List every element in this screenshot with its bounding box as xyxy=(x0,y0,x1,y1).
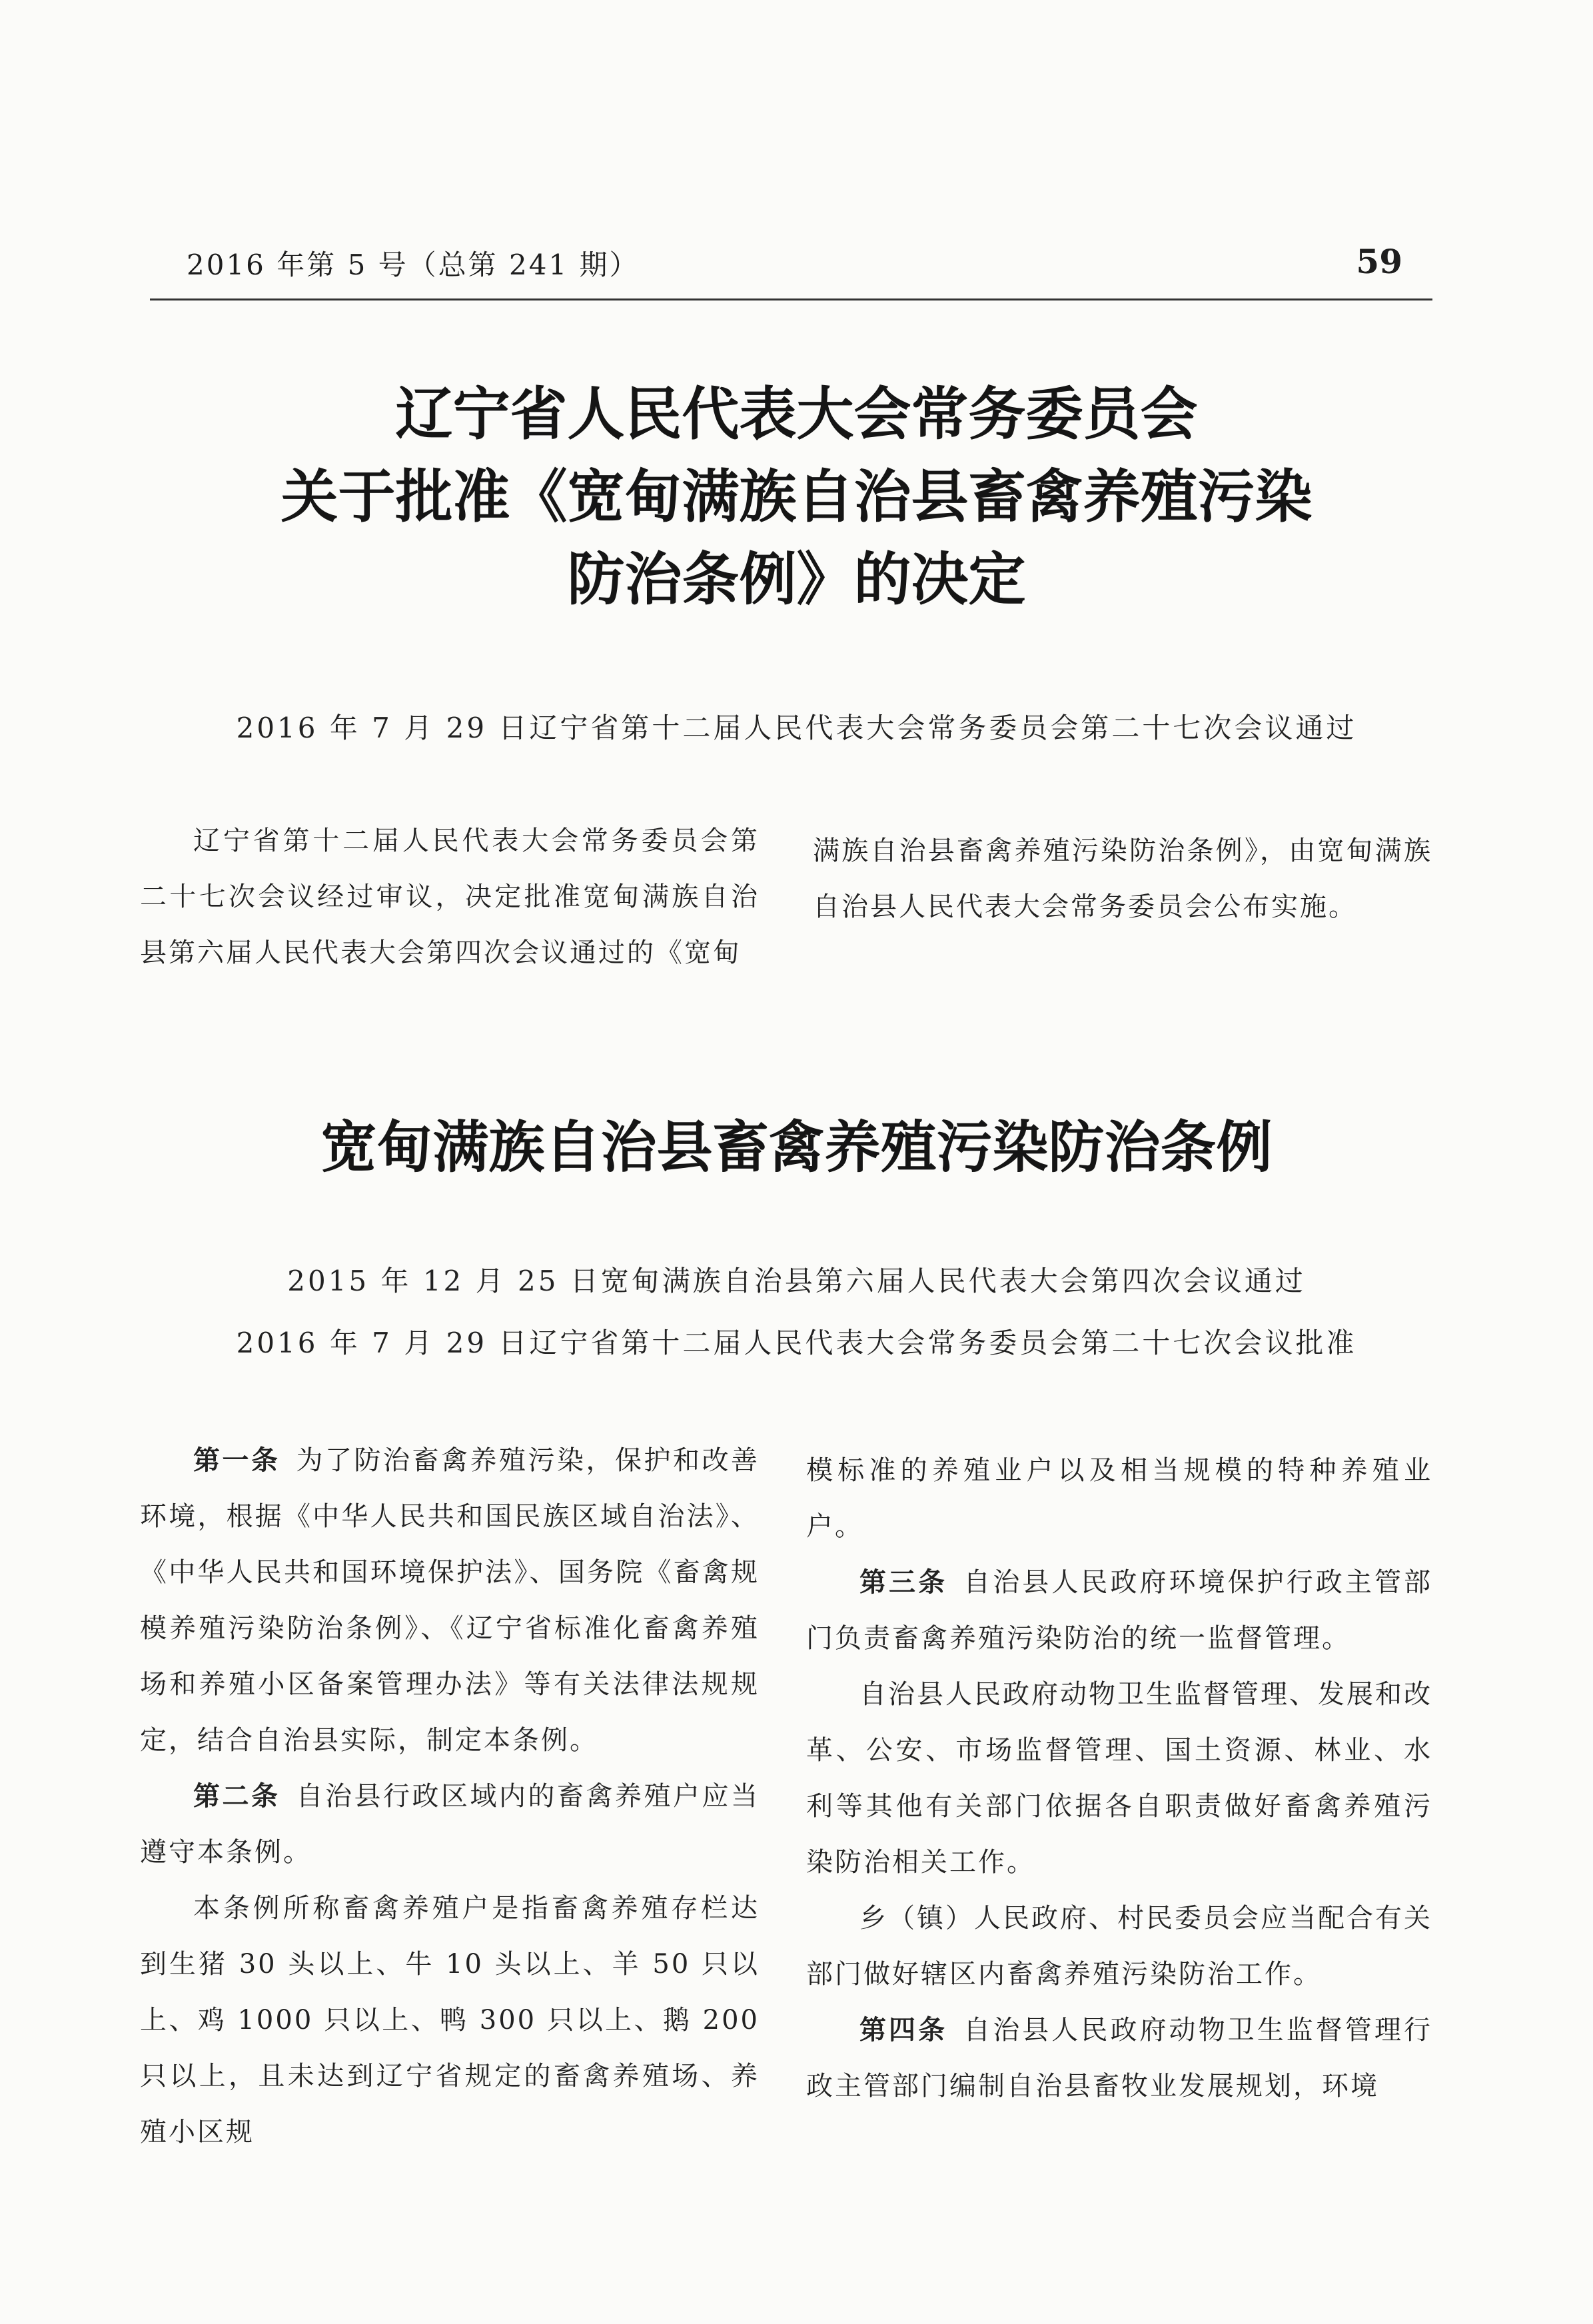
article-2-label: 第二条 xyxy=(193,1781,280,1812)
article-4 xyxy=(806,2002,1432,2114)
regulation-adopted-line: 2015 年 12 月 25 日宽甸满族自治县第六届人民代表大会第四次会议通过 xyxy=(287,1265,1306,1297)
article-3-label: 第三条 xyxy=(859,1567,948,1598)
decision-title-line: 辽宁省人民代表大会常务委员会 xyxy=(395,381,1198,448)
issue-label: 2016 年第 5 号（总第 241 期） xyxy=(187,249,640,281)
article-1 xyxy=(140,1433,760,1768)
page-number: 59 xyxy=(1356,242,1402,281)
regulation-left-column xyxy=(140,1433,760,2160)
decision-title-line: 防治条例》的决定 xyxy=(567,546,1026,613)
article-3 xyxy=(806,1554,1432,1666)
article-3-text: 自治县人民政府环境保护行政主管部门负责畜禽养殖污染防治的统一监督管理。 xyxy=(806,1567,1433,1654)
decision-title xyxy=(0,373,1593,621)
article-3-paragraph-2: 自治县人民政府动物卫生监督管理、发展和改革、公安、市场监督管理、国土资源、林业、水利等其他有关部门依据各自职责做好畜禽养殖污染防治相关工作。 xyxy=(806,1679,1432,1878)
header-divider xyxy=(150,298,1432,300)
regulation-approved-line: 2016 年 7 月 29 日辽宁省第十二届人民代表大会常务委员会第二十七次会议批准 xyxy=(236,1327,1357,1359)
article-2-continued: 模标准的养殖业户以及相当规模的特种养殖业户。 xyxy=(806,1455,1432,1542)
page-header xyxy=(150,237,1432,290)
decision-body-left xyxy=(140,813,760,981)
article-4-text: 自治县人民政府动物卫生监督管理行政主管部门编制自治县畜牧业发展规划，环境 xyxy=(806,2015,1433,2101)
decision-adopted-note: 2016 年 7 月 29 日辽宁省第十二届人民代表大会常务委员会第二十七次会议通过 xyxy=(236,712,1357,744)
article-1-text: 为了防治畜禽养殖污染，保护和改善环境，根据《中华人民共和国民族区域自治法》、《中华人民共和国环境保护法》、国务院《畜禽规模养殖污染防治条例》、《辽宁省标准化畜禽养殖场和养殖小区备案管理办法》等有关法律法规规定，结合自治县实际，制定本条例。 xyxy=(140,1445,760,1756)
article-1-label: 第一条 xyxy=(193,1445,280,1476)
article-3-paragraph-3: 乡（镇）人民政府、村民委员会应当配合有关部门做好辖区内畜禽养殖污染防治工作。 xyxy=(806,1903,1432,1990)
article-2-text: 自治县行政区域内的畜禽养殖户应当遵守本条例。 xyxy=(140,1781,760,1868)
article-2 xyxy=(140,1768,760,1880)
regulation-right-column xyxy=(806,1443,1432,2114)
article-4-label: 第四条 xyxy=(859,2015,948,2045)
decision-paragraph: 辽宁省第十二届人民代表大会常务委员会第二十七次会议经过审议，决定批准宽甸满族自治县第六届人民代表大会第四次会议通过的《宽甸 xyxy=(140,826,760,968)
regulation-title: 宽甸满族自治县畜禽养殖污染防治条例 xyxy=(320,1115,1273,1180)
decision-title-line: 关于批准《宽甸满族自治县畜禽养殖污染 xyxy=(280,464,1313,530)
article-2-paragraph-2: 本条例所称畜禽养殖户是指畜禽养殖存栏达到生猪 30 头以上、牛 10 头以上、羊 50 只以上、鸡 1000 只以上、鸭 300 只以上、鹅 200 只以上，且未达到辽宁省规定的畜禽养殖场、养殖小区规 xyxy=(140,1893,760,2147)
decision-paragraph-continued: 满族自治县畜禽养殖污染防治条例》，由宽甸满族自治县人民代表大会常务委员会公布实施。 xyxy=(813,836,1432,922)
decision-body-right xyxy=(813,823,1432,935)
